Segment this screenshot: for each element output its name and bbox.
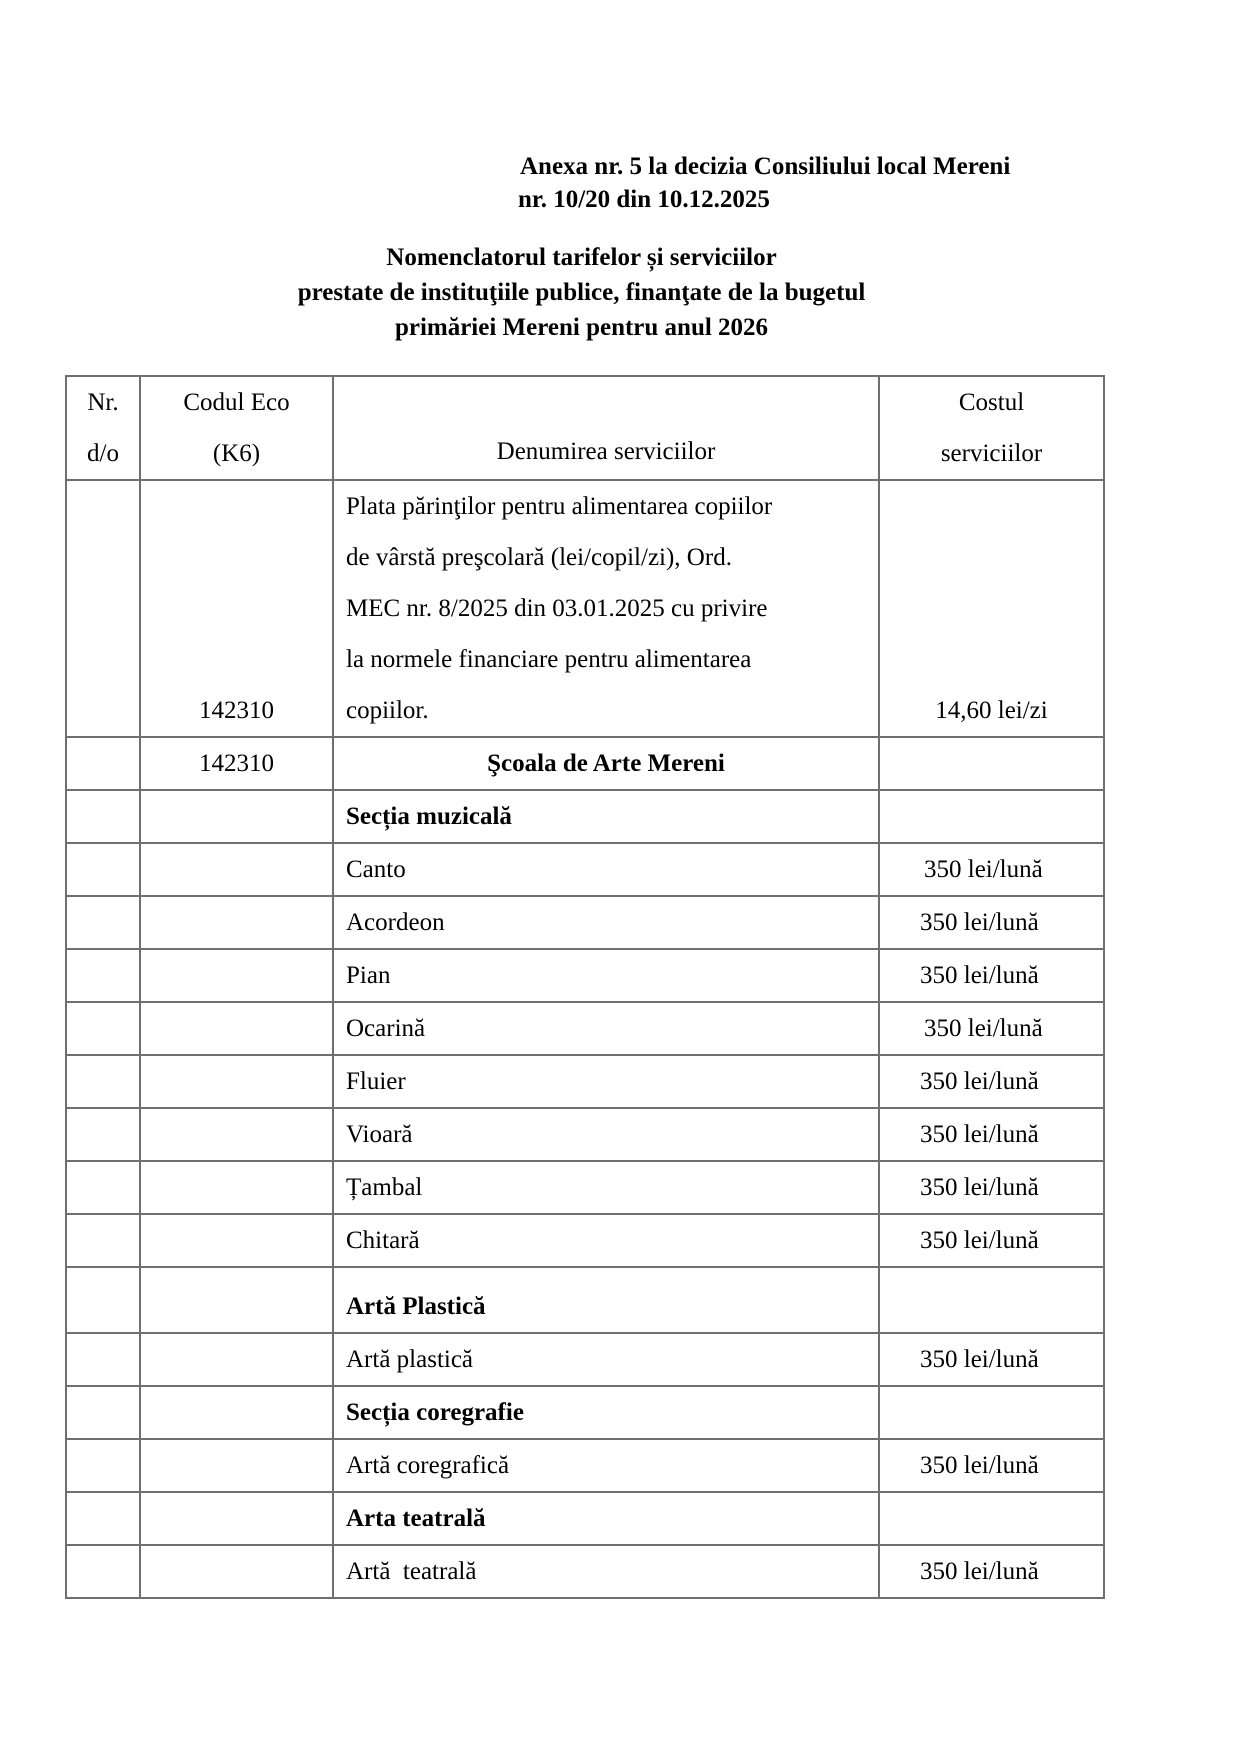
cell-service-name: Canto (333, 843, 879, 896)
cell-code (140, 1161, 333, 1214)
header-nr (66, 376, 140, 480)
title-line-2: prestate de instituţiile publice, finanţate de la bugetul (297, 279, 866, 306)
cell-nr (66, 480, 140, 737)
header-code-line-1: Codul Eco (183, 389, 290, 416)
header-cost (879, 376, 1104, 480)
cell-cost: 350 lei/lună (879, 896, 1104, 949)
cell-cost: 350 lei/lună (879, 1002, 1104, 1055)
annex-line-2: nr. 10/20 din 10.12.2025 (518, 186, 770, 213)
cell-service-name: Artă Plastică (333, 1267, 879, 1333)
cell-nr (66, 737, 140, 790)
cell-cost (879, 1386, 1104, 1439)
service-name-line: MEC nr. 8/2025 din 03.01.2025 cu privire (346, 595, 768, 622)
cell-service-name (333, 480, 879, 737)
header-nr-line-2: d/o (87, 440, 119, 467)
cell-cost: 350 lei/lună (879, 949, 1104, 1002)
cell-service-name: Secția muzicală (333, 790, 879, 843)
title-line-3: primăriei Mereni pentru anul 2026 (394, 314, 769, 341)
cell-nr (66, 1333, 140, 1386)
cell-cost: 14,60 lei/zi (879, 480, 1104, 737)
service-name-line: la normele financiare pentru alimentarea (346, 646, 752, 673)
table-row (66, 1108, 1104, 1161)
cell-code (140, 1055, 333, 1108)
service-name-line: copiilor. (346, 697, 429, 724)
header-code-line-2: (K6) (212, 440, 261, 467)
cell-nr (66, 790, 140, 843)
cell-nr (66, 896, 140, 949)
service-name-line: Plata părinţilor pentru alimentarea copiilor (346, 493, 773, 520)
cell-service-name: Artă coregrafică (333, 1439, 879, 1492)
cell-cost: 350 lei/lună (879, 1439, 1104, 1492)
table-row (66, 1439, 1104, 1492)
cell-service-name: Țambal (333, 1161, 879, 1214)
cell-service-name: Arta teatrală (333, 1492, 879, 1545)
cell-service-name: Pian (333, 949, 879, 1002)
table-row (66, 1002, 1104, 1055)
cell-nr (66, 1002, 140, 1055)
table-row (66, 1214, 1104, 1267)
table-row (66, 949, 1104, 1002)
table-row (66, 1161, 1104, 1214)
cell-nr (66, 1492, 140, 1545)
cell-code (140, 1439, 333, 1492)
table-row (66, 896, 1104, 949)
table-row (66, 1055, 1104, 1108)
cell-service-name: Secția coregrafie (333, 1386, 879, 1439)
cell-nr (66, 1055, 140, 1108)
cell-cost (879, 737, 1104, 790)
annex-line-1: Anexa nr. 5 la decizia Consiliului local Mereni (520, 153, 1011, 180)
table-header-row (66, 376, 1104, 480)
cell-service-name: Acordeon (333, 896, 879, 949)
cell-nr (66, 1267, 140, 1333)
cell-nr (66, 1545, 140, 1598)
cell-code (140, 1002, 333, 1055)
cell-code: 142310 (140, 480, 333, 737)
document-title (0, 240, 1163, 345)
cell-code: 142310 (140, 737, 333, 790)
cell-cost: 350 lei/lună (879, 1545, 1104, 1598)
annex-reference (520, 150, 1010, 216)
table-row-section (66, 1386, 1104, 1439)
header-nr-line-1: Nr. (87, 389, 119, 416)
cell-code (140, 1214, 333, 1267)
cell-code (140, 1492, 333, 1545)
cell-nr (66, 1161, 140, 1214)
table-row (66, 1545, 1104, 1598)
cell-cost: 350 lei/lună (879, 1161, 1104, 1214)
service-name-line: de vârstă preşcolară (lei/copil/zi), Ord. (346, 544, 732, 571)
header-code (140, 376, 333, 480)
cell-code (140, 1267, 333, 1333)
cell-cost: 350 lei/lună (879, 843, 1104, 896)
cell-code (140, 790, 333, 843)
cell-code (140, 843, 333, 896)
table-row (66, 843, 1104, 896)
tariff-table (65, 375, 1105, 1599)
cell-nr (66, 949, 140, 1002)
table-row (66, 1333, 1104, 1386)
cell-nr (66, 843, 140, 896)
cell-code (140, 1386, 333, 1439)
cell-cost (879, 790, 1104, 843)
header-service-name: Denumirea serviciilor (333, 376, 879, 480)
cell-service-name: Şcoala de Arte Mereni (333, 737, 879, 790)
cell-service-name: Chitară (333, 1214, 879, 1267)
cell-service-name: Vioară (333, 1108, 879, 1161)
cell-code (140, 949, 333, 1002)
title-line-1: Nomenclatorul tarifelor și serviciilor (386, 244, 777, 271)
cell-code (140, 1333, 333, 1386)
cell-cost (879, 1267, 1104, 1333)
table-row-school-heading (66, 737, 1104, 790)
cell-cost (879, 1492, 1104, 1545)
table-row-section (66, 1267, 1104, 1333)
header-cost-line-2: serviciilor (940, 440, 1043, 467)
table-row (66, 480, 1104, 737)
cell-code (140, 1108, 333, 1161)
cell-service-name: Artă teatrală (333, 1545, 879, 1598)
cell-service-name: Ocarină (333, 1002, 879, 1055)
cell-nr (66, 1439, 140, 1492)
table-row-section (66, 1492, 1104, 1545)
cell-cost: 350 lei/lună (879, 1333, 1104, 1386)
cell-cost: 350 lei/lună (879, 1108, 1104, 1161)
cell-nr (66, 1108, 140, 1161)
header-cost-line-1: Costul (958, 389, 1025, 416)
cell-code (140, 896, 333, 949)
cell-cost: 350 lei/lună (879, 1055, 1104, 1108)
table-row-section (66, 790, 1104, 843)
cell-code (140, 1545, 333, 1598)
cell-nr (66, 1214, 140, 1267)
cell-service-name: Fluier (333, 1055, 879, 1108)
cell-service-name: Artă plastică (333, 1333, 879, 1386)
cell-nr (66, 1386, 140, 1439)
cell-cost: 350 lei/lună (879, 1214, 1104, 1267)
